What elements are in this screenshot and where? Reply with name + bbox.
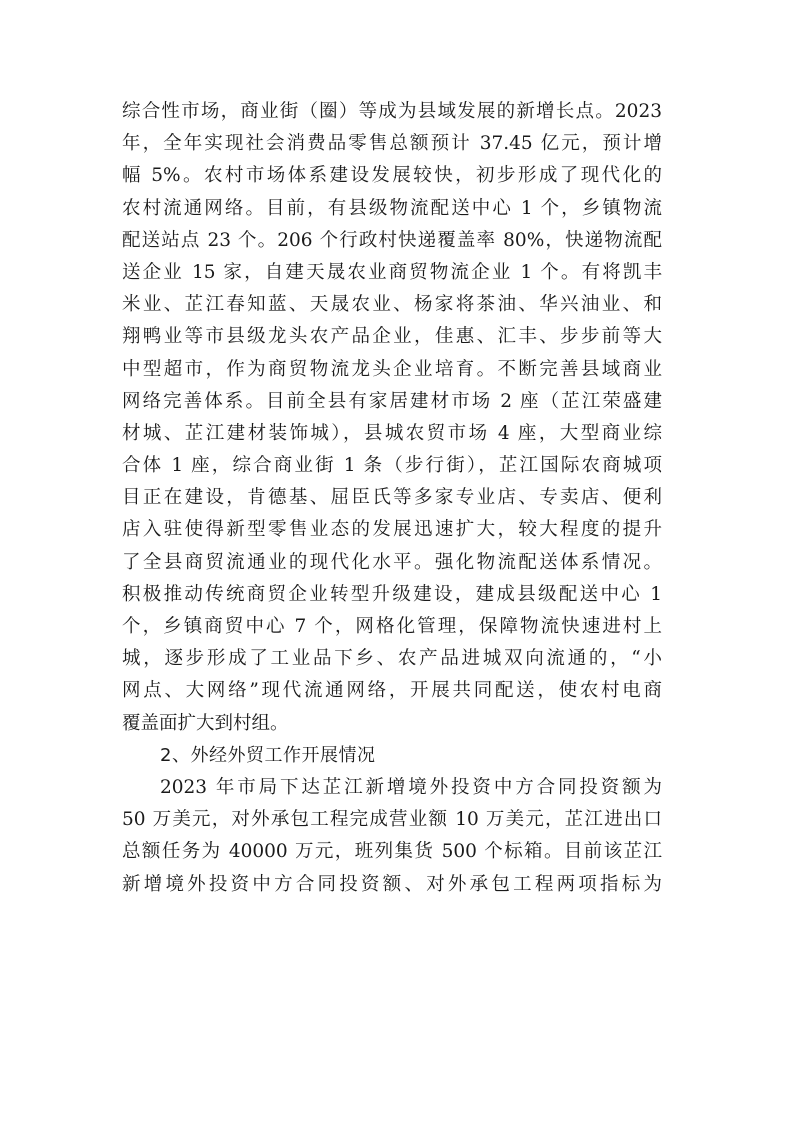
text-line: 幅 5%。农村市场体系建设发展较快，初步形成了现代化的 <box>122 165 662 187</box>
text-line: 米业、芷江春知蓝、天晟农业、杨家将茶油、华兴油业、和 <box>122 294 662 316</box>
paragraph-retail-market <box>122 96 662 740</box>
text-line: 50 万美元，对外承包工程完成营业额 10 万美元，芷江进出口 <box>122 809 662 831</box>
text-line: 送企业 15 家，自建天晟农业商贸物流企业 1 个。有将凯丰 <box>122 261 662 283</box>
text-line: 覆盖面扩大到村组。 <box>122 712 289 734</box>
text-line: 个，乡镇商贸中心 7 个，网格化管理，保障物流快速进村上 <box>122 616 662 637</box>
text-line: 2023 年市局下达芷江新增境外投资中方合同投资额为 <box>160 776 662 798</box>
text-line: 城，逐步形成了工业品下乡、农产品进城双向流通的，“小 <box>122 648 662 670</box>
text-line: 网络完善体系。目前全县有家居建材市场 2 座（芷江荣盛建 <box>122 390 662 412</box>
text-line: 新增境外投资中方合同投资额、对外承包工程两项指标为 <box>122 873 662 895</box>
text-line: 年，全年实现社会消费品零售总额预计 37.45 亿元，预计增 <box>122 133 662 155</box>
text-line: 合体 1 座，综合商业街 1 条（步行街），芷江国际农商城项 <box>122 455 662 477</box>
text-line: 农村流通网络。目前，有县级物流配送中心 1 个，乡镇物流 <box>122 197 662 219</box>
text-line: 了全县商贸流通业的现代化水平。强化物流配送体系情况。 <box>122 551 662 573</box>
text-line: 目正在建设，肯德基、屈臣氏等多家专业店、专卖店、便利 <box>122 487 662 509</box>
text-line: 积极推动传统商贸企业转型升级建设，建成县级配送中心 1 <box>122 583 662 605</box>
text-line: 网点、大网络”现代流通网络，开展共同配送，使农村电商 <box>122 680 662 702</box>
text-line: 综合性市场，商业街（圈）等成为县域发展的新增长点。2023 <box>122 101 662 122</box>
section-heading: 2、外经外贸工作开展情况 <box>160 744 376 766</box>
document-body <box>122 96 662 901</box>
text-line: 店入驻使得新型零售业态的发展迅速扩大，较大程度的提升 <box>122 519 662 541</box>
text-line: 材城、芷江建材装饰城），县城农贸市场 4 座，大型商业综 <box>122 422 662 444</box>
paragraph-foreign-trade <box>122 772 662 901</box>
text-line: 中型超市，作为商贸物流龙头企业培育。不断完善县域商业 <box>122 358 662 380</box>
text-line: 翔鸭业等市县级龙头农产品企业，佳惠、汇丰、步步前等大 <box>122 326 662 348</box>
text-line: 总额任务为 40000 万元，班列集货 500 个标箱。目前该芷江 <box>122 841 662 863</box>
text-line: 配送站点 23 个。206 个行政村快递覆盖率 80%，快递物流配 <box>122 229 662 251</box>
